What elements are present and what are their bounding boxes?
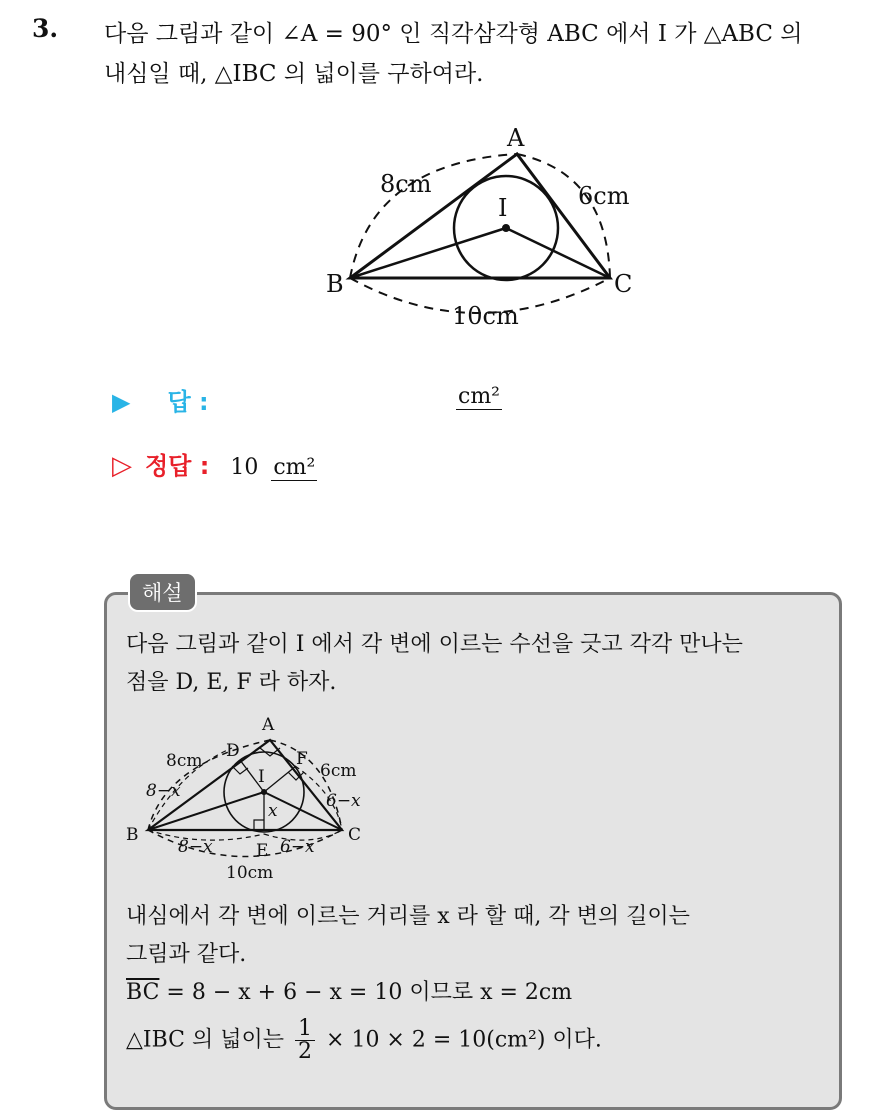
segment-bc: $\overline{BC}$ bbox=[126, 980, 160, 1005]
label-ac-length: 6cm bbox=[578, 182, 630, 210]
triangle-figure bbox=[322, 118, 652, 338]
question-line-1: 다음 그림과 같이 ∠A = 90° 인 직각삼각형 ABC 에서 I 가 △ABC 의 bbox=[104, 21, 803, 47]
question-text bbox=[104, 14, 874, 94]
answer-row bbox=[112, 382, 209, 417]
fig2-label-ab: 8cm bbox=[166, 751, 203, 771]
solution-tag: 해설 bbox=[128, 572, 197, 612]
label-c: C bbox=[614, 270, 633, 298]
fig2-label-ie: x bbox=[268, 801, 278, 821]
fig2-label-bd: 8−x bbox=[146, 781, 181, 801]
correct-arrow-icon: ▷ bbox=[112, 451, 132, 481]
solution-area bbox=[126, 1018, 826, 1063]
label-a: A bbox=[507, 124, 525, 152]
solution-figure bbox=[120, 708, 380, 888]
fig2-label-i: I bbox=[258, 767, 265, 787]
area-suffix: × 10 × 2 = 10(cm²) 이다. bbox=[326, 1027, 602, 1053]
fig2-label-b: B bbox=[126, 825, 139, 845]
area-prefix: △IBC 의 넓이는 bbox=[126, 1027, 285, 1053]
label-ab-length: 8cm bbox=[380, 170, 432, 198]
answer-arrow-icon: ▶ bbox=[112, 388, 131, 416]
solution-line-3: 내심에서 각 변에 이르는 거리를 x 라 할 때, 각 변의 길이는 bbox=[126, 904, 690, 929]
question-number: 3. bbox=[32, 14, 59, 43]
fraction-half bbox=[295, 1018, 315, 1063]
correct-answer-row bbox=[112, 446, 317, 481]
solution-intro bbox=[126, 626, 826, 702]
fig2-label-c: C bbox=[348, 825, 362, 845]
fig2-label-a: A bbox=[262, 715, 275, 735]
label-bc-length: 10cm bbox=[452, 302, 519, 330]
fraction-numerator: 1 bbox=[295, 1018, 315, 1041]
equation-rest: = 8 − x + 6 − x = 10 이므로 x = 2cm bbox=[159, 980, 573, 1005]
fig2-label-d: D bbox=[226, 741, 240, 761]
fig2-label-bc: 10cm bbox=[226, 863, 274, 883]
question-line-2: 내심일 때, △IBC 의 넓이를 구하여라. bbox=[104, 61, 484, 87]
answer-label: 답 : bbox=[167, 388, 209, 416]
fig2-label-ec: 6−x bbox=[280, 837, 315, 857]
solution-equation bbox=[126, 974, 826, 1012]
answer-input-field[interactable] bbox=[456, 384, 502, 409]
fraction-denominator: 2 bbox=[298, 1039, 313, 1064]
correct-label: 정답 : bbox=[145, 452, 210, 480]
solution-line-4: 그림과 같다. bbox=[126, 942, 247, 967]
label-i: I bbox=[498, 194, 508, 222]
fig2-label-f: F bbox=[296, 749, 308, 769]
fig2-label-cf: 6−x bbox=[326, 791, 361, 811]
label-b: B bbox=[326, 270, 344, 298]
solution-body bbox=[126, 898, 826, 1063]
fig2-label-e: E bbox=[256, 841, 269, 861]
fig2-label-ac: 6cm bbox=[320, 761, 357, 781]
answer-unit: cm² bbox=[458, 384, 501, 409]
solution-line-2: 점을 D, E, F 라 하자. bbox=[126, 670, 337, 695]
correct-unit: cm² bbox=[273, 455, 316, 480]
fig2-label-be: 8−x bbox=[178, 837, 213, 857]
correct-value: 10 bbox=[230, 455, 259, 480]
incenter-point bbox=[502, 224, 510, 232]
solution-line-1: 다음 그림과 같이 I 에서 각 변에 이르는 수선을 긋고 각각 만나는 bbox=[126, 632, 743, 657]
